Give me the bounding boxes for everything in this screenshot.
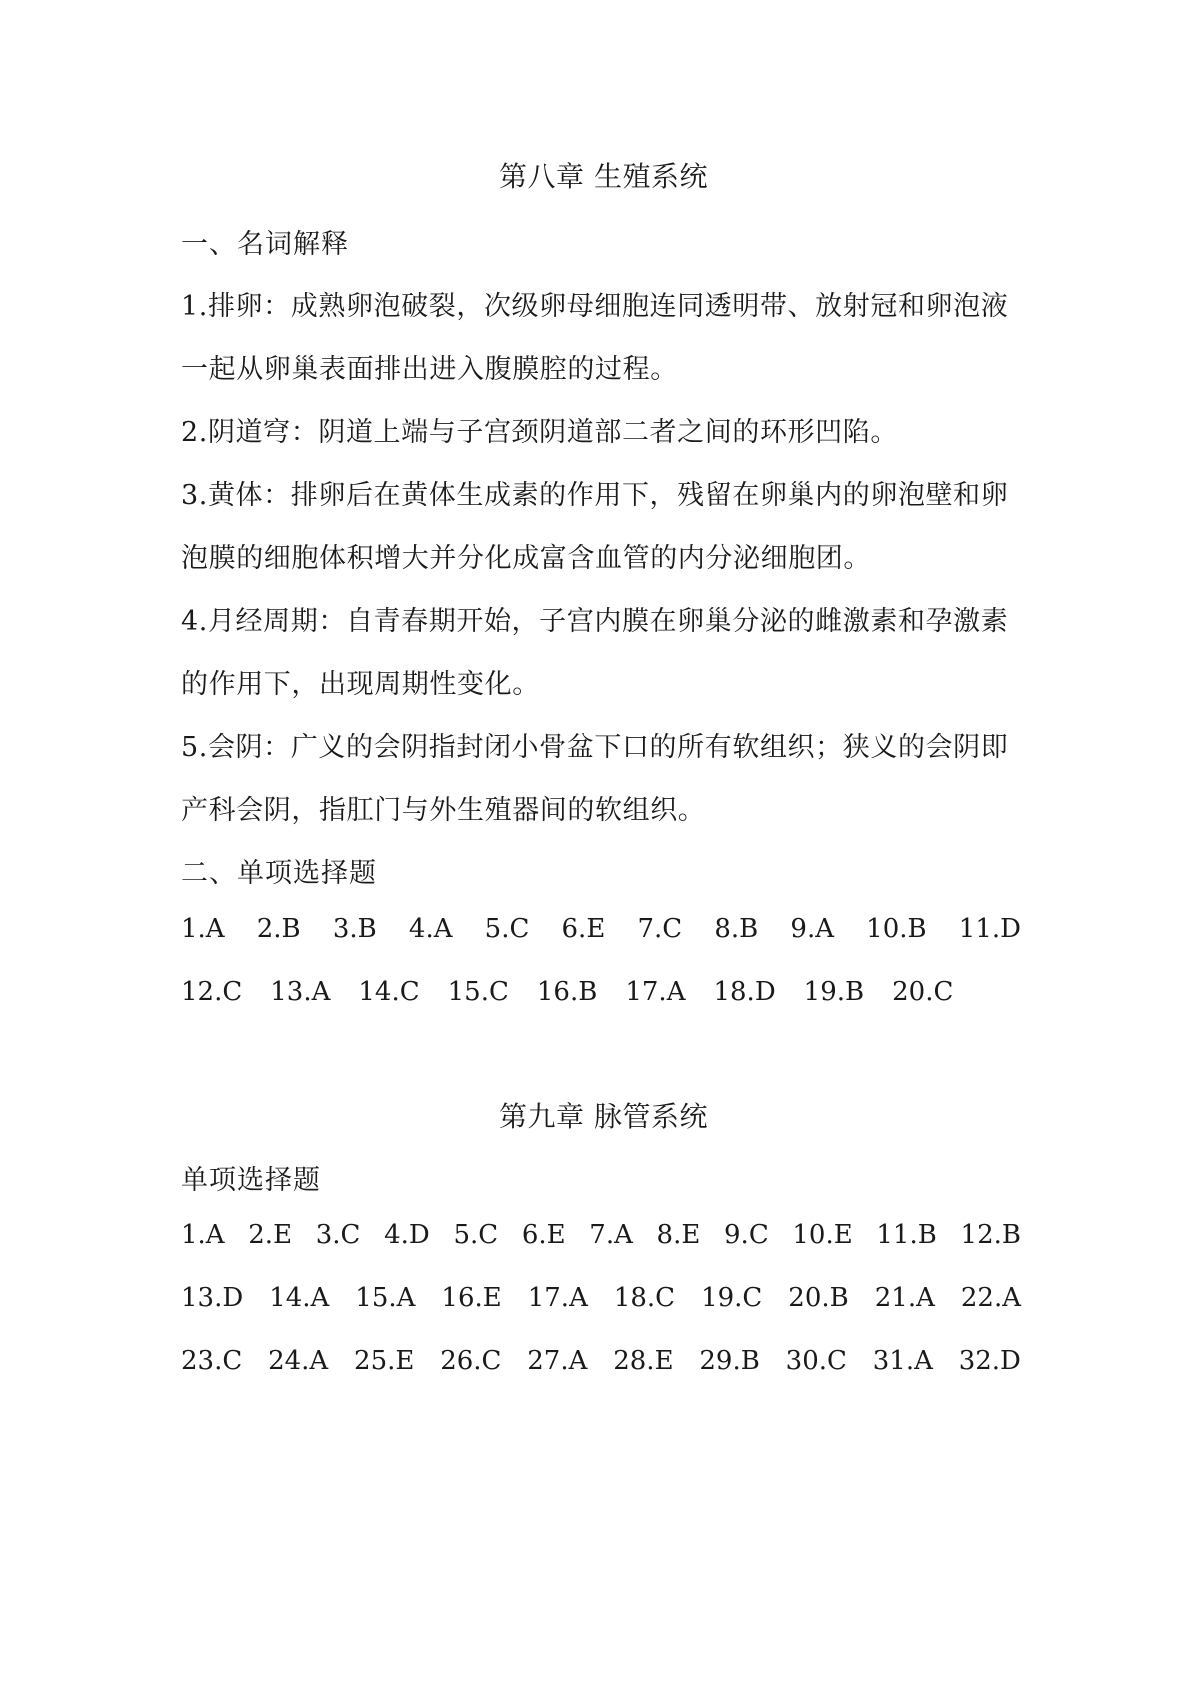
answer-item: 4.A (408, 914, 453, 944)
answer-item: 18.C (613, 1283, 676, 1313)
definition-line: 5.会阴：广义的会阴指封闭小骨盆下口的所有软组织；狭义的会阴即 (181, 732, 1009, 763)
answer-item: 5.C (484, 914, 530, 944)
answer-item: 9.A (790, 914, 834, 944)
answer-item: 6.E (521, 1220, 566, 1250)
answer-item: 10.B (866, 914, 927, 944)
answer-item: 26.C (440, 1346, 502, 1376)
answer-item: 12.B (960, 1220, 1021, 1250)
definition-line: 2.阴道穹：阴道上端与子宫颈阴道部二者之间的环形凹陷。 (181, 417, 898, 448)
answer-item: 7.A (589, 1220, 633, 1250)
ch8-section1-heading: 一、名词解释 (181, 229, 349, 260)
answer-item: 19.C (701, 1283, 763, 1313)
answer-item: 13.A (270, 977, 331, 1007)
ch9-answers-row-1 (181, 1220, 1021, 1250)
answer-item: 25.E (354, 1346, 415, 1376)
answer-item: 20.B (788, 1283, 849, 1313)
answer-item: 1.A (181, 914, 225, 944)
answer-item: 16.B (536, 977, 598, 1007)
answer-item: 17.A (527, 1283, 588, 1313)
answer-item: 17.A (625, 977, 686, 1007)
definition-line: 产科会阴，指肛门与外生殖器间的软组织。 (181, 795, 706, 826)
answer-item: 6.E (561, 914, 606, 944)
definition-line: 的作用下，出现周期性变化。 (181, 669, 540, 700)
answer-item: 11.D (958, 914, 1021, 944)
answer-item: 2.B (256, 914, 301, 944)
ch9-answers-row-2 (181, 1283, 1021, 1313)
ch9-section-heading: 单项选择题 (181, 1165, 321, 1196)
ch8-answers-row-1 (181, 914, 1021, 944)
chapter8-title: 第八章 生殖系统 (499, 160, 708, 193)
answer-item: 31.A (872, 1346, 933, 1376)
definition-line: 1.排卵：成熟卵泡破裂，次级卵母细胞连同透明带、放射冠和卵泡液 (181, 291, 1009, 322)
answer-item: 8.B (714, 914, 759, 944)
definition-line: 3.黄体：排卵后在黄体生成素的作用下，残留在卵巢内的卵泡壁和卵 (181, 480, 1009, 511)
answer-item: 19.B (803, 977, 865, 1007)
definition-line: 一起从卵巢表面排出进入腹膜腔的过程。 (181, 354, 678, 385)
ch9-answers-row-3 (181, 1346, 1021, 1376)
answer-item: 18.D (713, 977, 776, 1007)
answer-item: 2.E (248, 1220, 293, 1250)
definition-line: 4.月经周期：自青春期开始，子宫内膜在卵巢分泌的雌激素和孕激素 (181, 606, 1009, 637)
answer-item: 12.C (181, 977, 243, 1007)
definition-line: 泡膜的细胞体积增大并分化成富含血管的内分泌细胞团。 (181, 543, 871, 574)
answer-item: 5.C (453, 1220, 499, 1250)
answer-item: 8.E (656, 1220, 701, 1250)
answer-item: 10.E (792, 1220, 853, 1250)
answer-item: 30.C (785, 1346, 847, 1376)
answer-item: 32.D (958, 1346, 1021, 1376)
chapter9-title: 第九章 脉管系统 (499, 1100, 708, 1133)
answer-item: 9.C (724, 1220, 769, 1250)
ch8-section2-heading: 二、单项选择题 (181, 858, 377, 889)
answer-item: 7.C (637, 914, 683, 944)
answer-item: 23.C (181, 1346, 243, 1376)
answer-item: 4.D (384, 1220, 430, 1250)
answer-item: 14.A (269, 1283, 330, 1313)
answer-item: 1.A (181, 1220, 225, 1250)
answer-item: 3.B (332, 914, 377, 944)
answer-item: 24.A (268, 1346, 329, 1376)
answer-item: 29.B (699, 1346, 760, 1376)
answer-item: 15.C (447, 977, 509, 1007)
answer-item: 11.B (876, 1220, 937, 1250)
answer-item: 3.C (315, 1220, 361, 1250)
answer-item: 27.A (527, 1346, 588, 1376)
answer-item: 20.C (892, 977, 954, 1007)
answer-item: 22.A (960, 1283, 1021, 1313)
answer-item: 28.E (613, 1346, 674, 1376)
ch8-answers-row-2 (181, 977, 1021, 1007)
answer-item: 13.D (181, 1283, 244, 1313)
answer-item: 16.E (441, 1283, 502, 1313)
answer-item: 15.A (355, 1283, 416, 1313)
answer-item: 21.A (874, 1283, 935, 1313)
answer-item: 14.C (358, 977, 420, 1007)
